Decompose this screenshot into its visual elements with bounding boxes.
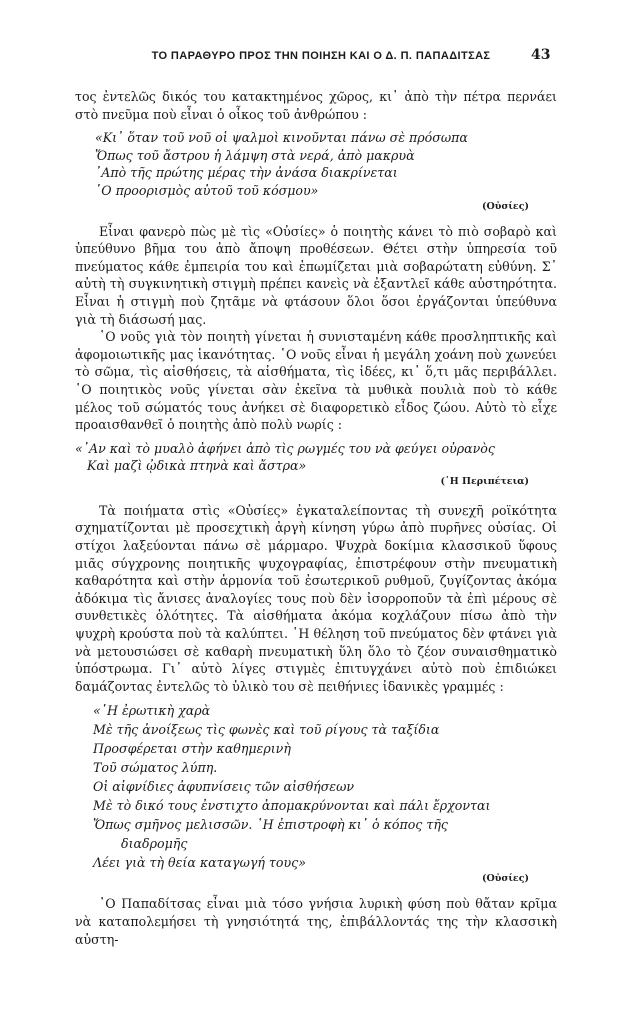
verse-line: διαδρομῆς bbox=[121, 836, 188, 852]
paragraph-2: Εἶναι φανερὸ πὼς μὲ τὶς «Οὐσίες» ὁ ποιητὴς κάνει τὸ πιὸ σοβαρὸ καὶ ὑπεύθυνο βῆμα του ἀπὸ ἄποψη προθέσεων. Θέτει στὴν ὑπηρεσία τοῦ πνεύματος κάθε ἐμπειρία του καὶ ἐπωμίζεται μιὰ σοβαρώτατη εὐθύνη. Σ᾽ αὐτὴ τὴ συγκινητικὴ στιγμὴ πρέπει κανεὶς νὰ ἐξαντλεῖ κάθε αὐστηρότητα. Εἶναι ἡ στιγμὴ ποὺ ζητᾶμε νὰ φτάσουν ὅλοι ὅσοι ἐργάζονται ὑπεύθυνα γιὰ τὴ διάσωσή μας. bbox=[75, 223, 557, 327]
poem-excerpt-1 bbox=[75, 129, 557, 213]
verse-line: «Κι᾽ ὅταν τοῦ νοῦ οἱ ψαλμοὶ κινοῦνται πάνω σὲ πρόσωπα bbox=[95, 130, 468, 146]
verse-line: Λέει γιὰ τὴ θεία καταγωγή τους» bbox=[93, 855, 306, 871]
verse-line: Μὲ τὸ δικό τους ἐνστιχτο ἀπομακρύνονται καὶ πάλι ἔρχονται bbox=[93, 798, 491, 814]
paragraph-5: ῾Ο Παπαδίτσας εἶναι μιὰ τόσο γνήσια λυρικὴ φύση ποὺ θἄταν κρῖμα νὰ καταπολεμήσει τὴ γνησιότητά της, ἐπιβάλλοντάς της τὴν κλασσικὴ αὐστη- bbox=[75, 896, 557, 947]
paragraph-3: ῾Ο νοῦς γιὰ τὸν ποιητὴ γίνεται ἡ συνισταμένη κάθε προσληπτικῆς καὶ ἀφομοιωτικῆς μας ἱκανότητας. ῾Ο νοῦς εἶναι ἡ μεγάλη χοάνη ποὺ χωνεύει τὸ σῶμα, τὶς αἰσθήσεις, τὰ αἰσθήματα, τὶς ἰδέες, κι᾽ ὅ,τι μᾶς περιβάλλει. ῾Ο ποιητικὸς νοῦς γίνεται σὰν ἐκεῖνα τὰ μυθικὰ πουλιὰ ποὺ τὸ κάθε μέλος τοῦ σώματός τους ἀνήκει σὲ διαφορετικὸ εἶδος ζώου. Αὐτὸ τὸ εἶχε προαισθανθεῖ ὁ ποιητὴς ἀπὸ πολὺ νωρίς : bbox=[75, 329, 557, 433]
verse-line: Οἱ αἰφνίδιες ἀφυπνίσεις τῶν αἰσθήσεων bbox=[93, 779, 354, 795]
poem-source: (Οὐσίες) bbox=[481, 873, 529, 885]
verse-line: Ὅπως τοῦ ἄστρου ἡ λάμψη στὰ νερά, ἀπὸ μακρυὰ bbox=[95, 147, 415, 163]
poem-excerpt-3 bbox=[75, 701, 557, 886]
verse-line: ᾽Απὸ τῆς πρώτης μέρας τὴν ἀνάσα διακρίνεται bbox=[95, 165, 398, 181]
verse-line: Μὲ τῆς ἀνοίξεως τὶς φωνὲς καὶ τοῦ ρίγους τὰ ταξίδια bbox=[93, 722, 440, 738]
page-number: 43 bbox=[531, 47, 551, 63]
verse-line: «᾽Αν καὶ τὸ μυαλὸ ἀφήνει ἀπὸ τὶς ρωγμές του νὰ φεύγει οὐρανὸς bbox=[75, 440, 495, 456]
verse-line: Καὶ μαζὶ ᾠδικὰ πτηνὰ καὶ ἄστρα» bbox=[87, 458, 307, 474]
poem-source: (῾Η Περιπέτεια) bbox=[440, 475, 529, 487]
verse-line: Προσφέρεται στὴν καθημερινὴ bbox=[93, 741, 291, 757]
paragraph-1: τος ἐντελῶς δικός του κατακτημένος χῶρος, κι᾽ ἀπὸ τὴν πέτρα περνάει στὸ πνεῦμα ποὺ εἶναι ὁ οἶκος τοῦ ἀνθρώπου : bbox=[75, 89, 557, 122]
poem-excerpt-2 bbox=[75, 440, 557, 489]
page-body bbox=[75, 88, 557, 948]
verse-line: ῾Ο προορισμὸς αὐτοῦ τοῦ κόσμου» bbox=[95, 182, 319, 198]
verse-line: Ὅπως σμῆνος μελισσῶν. ῾Η ἐπιστροφὴ κι᾽ ὁ κόπος τῆς bbox=[93, 817, 448, 833]
poem-source: (Οὐσίες) bbox=[481, 200, 529, 212]
running-title: ΤΟ ΠΑΡΑΘΥΡΟ ΠΡΟΣ ΤΗΝ ΠΟΙΗΣΗ ΚΑΙ Ο Δ. Π. ΠΑΠΑΔΙΤΣΑΣ bbox=[151, 50, 491, 62]
verse-line: «῾Η ἐρωτικὴ χαρὰ bbox=[93, 703, 211, 719]
verse-line: Τοῦ σώματος λύπη. bbox=[93, 760, 218, 776]
paragraph-4: Τὰ ποιήματα στὶς «Οὐσίες» ἐγκαταλείποντας τὴ συνεχῆ ροϊκότητα σχηματίζονται μὲ προσεχτικὴ ἀργὴ κίνηση γύρω ἀπὸ πυρῆνες οὐσίας. Οἱ στίχοι λαξεύονται πάνω σὲ μάρμαρο. Ψυχρὰ δοκίμια κλασσικοῦ ὕφους μιᾶς σύγχρονης ποιητικῆς ψυχογραφίας, ἐπιστρέφουν στὴν πνευματικὴ καθαρότητα καὶ στὴν ἁρμονία τοῦ ἐσωτερικοῦ ρυθμοῦ, ζυγίζοντας ἀκόμα ἀδόκιμα τὶς ἄνισες ἀναλογίες τους ποὺ δὲν ἰσορροποῦν τὰ ἐπὶ μέρους σὲ συνθετικὲς ὁλότητες. Τὰ αἰσθήματα ἀκόμα κοχλάζουν πίσω ἀπὸ τὴν ψυχρὴ κρούστα ποὺ τὰ καλύπτει. ῾Η θέληση τοῦ πνεύματος δὲν φτάνει γιὰ νὰ μετουσιώσει σὲ καθαρὴ πνευματικὴ ὕλη ὅλο τὸ ζέον συναισθηματικὸ ὑπόστρωμα. Γι᾽ αὐτὸ λίγες στιγμὲς ἐπιτυγχάνει αὐτὸ ποὺ ἐπιδιώκει δαμάζοντας ἐντελῶς τὸ ὑλικὸ του σὲ πειθήνιες ἰδανικὲς γραμμές : bbox=[75, 502, 557, 694]
